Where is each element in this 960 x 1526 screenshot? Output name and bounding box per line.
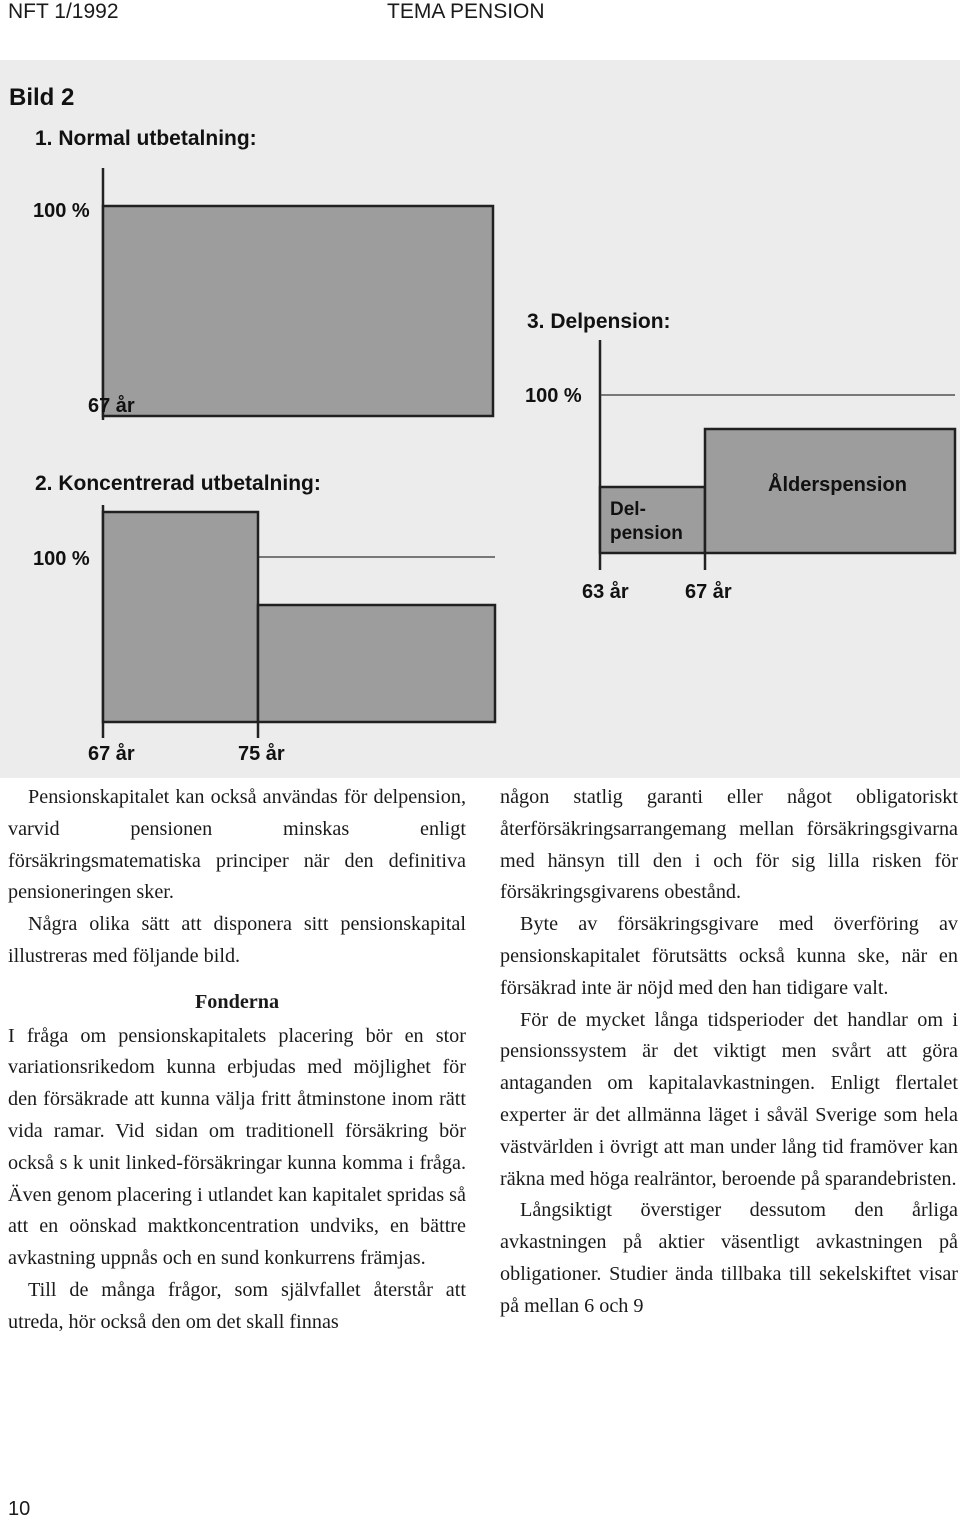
- page-header: [0, 0, 960, 30]
- figure-title: Bild 2: [9, 84, 75, 111]
- pension-payout-figure: [0, 60, 960, 782]
- journal-issue: NFT 1/1992: [8, 0, 119, 23]
- right-text-column: [500, 782, 958, 1323]
- panel2-y-label: 100 %: [33, 548, 90, 570]
- panel3-x-end-label: 67 år: [685, 581, 732, 603]
- panel2-heading: 2. Koncentrerad utbetalning:: [35, 472, 321, 495]
- panel1-heading: 1. Normal utbetalning:: [35, 127, 257, 150]
- left-text-column: [8, 782, 466, 1339]
- panel3-main-label: Ålderspension: [768, 474, 907, 496]
- panel2-high-payout-bar: [103, 512, 258, 722]
- right-paragraph-2: Byte av försäkringsgivare med överföring av pensionskapitalet förutsätts också kunna ske, när en försäkrad inte är nöjd med den han tidigare valt.: [500, 913, 958, 999]
- left-paragraph-3: I fråga om pensionskapitalets placering bör en stor variationsrikedom kunna erbjudas med möjlighet för den försäkrade att kunna välja fritt åtminstone inom rätt vida ramar. Vid sidan om traditionell försäkring bör också s k unit linked-försäkringar kunna komma i fråga. Även genom placering i utlandet kan kapitalet spridas så att en oönskad maktkoncentration undviks, en bättre avkastning uppnås och en sund konkurrens främjas.: [8, 1024, 466, 1270]
- panel2-x-end-label: 75 år: [238, 743, 285, 765]
- panel3-heading: 3. Delpension:: [527, 310, 671, 333]
- panel2-x-start-label: 67 år: [88, 743, 135, 765]
- section-title: TEMA PENSION: [387, 0, 545, 23]
- panel3-part-label-line2: pension: [610, 523, 683, 544]
- section-heading-fonderna: Fonderna: [194, 990, 280, 1013]
- panel1-x-start-label: 67 år: [88, 395, 135, 417]
- right-paragraph-4: Långsiktigt överstiger dessutom den årliga avkastningen på aktier väsentligt avkastningen på obligationer. Studier ända tillbaka till sekelskiftet visar på mellan 6 och 9: [500, 1199, 958, 1317]
- left-paragraph-2: Några olika sätt att disponera sitt pensionskapital illustreras med följande bild.: [8, 913, 466, 967]
- panel3-y-label: 100 %: [525, 385, 582, 407]
- panel1-full-pension-bar: [103, 206, 493, 416]
- panel2-low-payout-bar: [258, 605, 495, 722]
- left-paragraph-4: Till de många frågor, som självfallet återstår att utreda, hör också den om det skall finnas: [8, 1278, 466, 1333]
- right-paragraph-1: någon statlig garanti eller något obligatoriskt återförsäkringsarrangemang mellan försäkringsgivarna med hänsyn till den i och för sig lilla risken för försäkringsgivarens obestånd.: [500, 786, 958, 904]
- page-number: 10: [8, 1498, 31, 1520]
- right-paragraph-3: För de mycket långa tidsperioder det handlar om i pensionssystem är det viktigt men svårt att göra antaganden om kapitalavkastningen. Enligt flertalet experter är det allmänna läget i såväl Sverige som hela västvärlden i övrigt att man under lång tid framöver kan räkna med höga realräntor, beroende på sparandebristen.: [500, 1008, 958, 1190]
- panel3-part-label-line1: Del-: [610, 499, 646, 520]
- panel1-y-label: 100 %: [33, 200, 90, 222]
- panel3-x-start-label: 63 år: [582, 581, 629, 603]
- left-paragraph-1: Pensionskapitalet kan också användas för delpension, varvid pensionen minskas enligt försäkringsmatematiska principer när den definitiva pensioneringen sker.: [8, 786, 466, 904]
